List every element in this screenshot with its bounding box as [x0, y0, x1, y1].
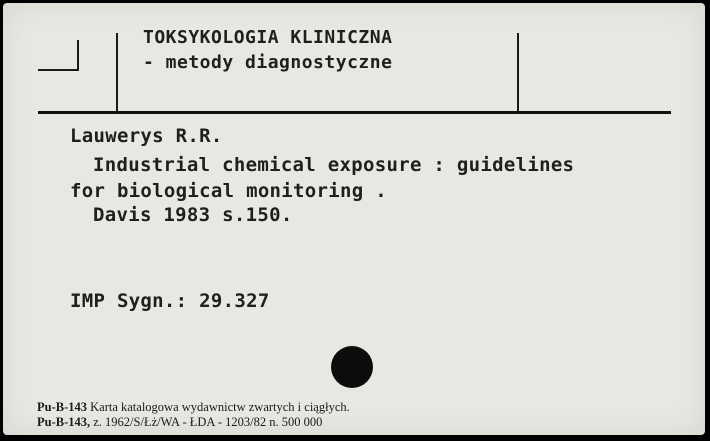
title-line-1: Industrial chemical exposure : guidelines	[93, 154, 575, 176]
author-line: Lauwerys R.R.	[70, 125, 223, 147]
corner-mark-horizontal	[38, 69, 78, 71]
footer-text-1: Karta katalogowa wydawnictw zwartych i ciągłych.	[90, 400, 350, 414]
header-divider-right	[517, 33, 519, 113]
header-rule	[38, 111, 671, 114]
header-divider-left	[116, 33, 118, 113]
footer-code-2: Pu-B-143,	[37, 415, 91, 429]
punch-hole	[331, 346, 373, 388]
call-number: IMP Sygn.: 29.327	[70, 290, 270, 312]
footer-text-2: z. 1962/S/Łż/WA - ŁDA - 1203/82 n. 500 000	[93, 415, 323, 429]
corner-mark-vertical	[77, 40, 79, 71]
footer-line-1	[37, 400, 350, 415]
subject-subheading: - metody diagnostyczne	[143, 52, 393, 73]
title-line-2: for biological monitoring .	[70, 180, 387, 202]
publisher-line: Davis 1983 s.150.	[93, 204, 293, 226]
subject-heading: TOKSYKOLOGIA KLINICZNA	[143, 27, 393, 48]
footer-code-1: Pu-B-143	[37, 400, 87, 414]
footer-line-2	[37, 415, 322, 430]
